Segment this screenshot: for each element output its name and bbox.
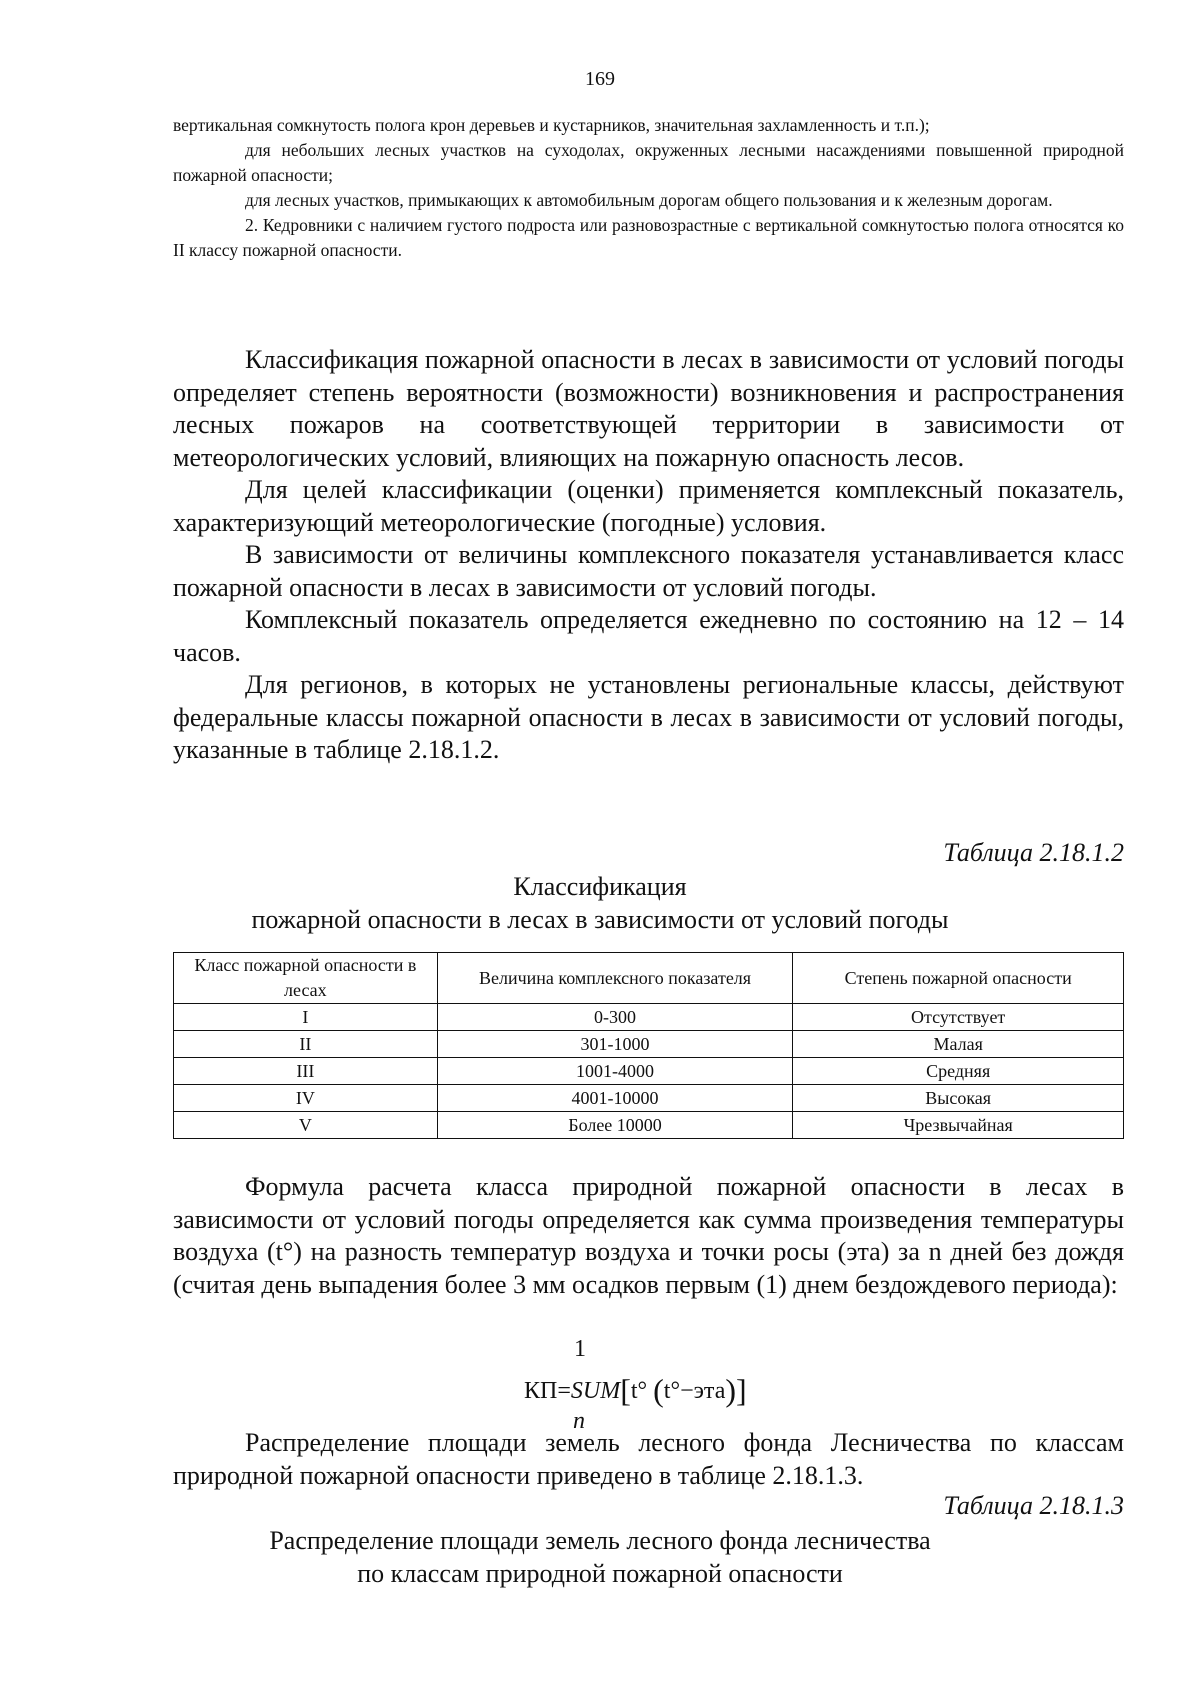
table-header-row [174,953,1124,1004]
table-title: Распределение площади земель лесного фонда лесничества [269,1526,931,1555]
table-cell: Чрезвычайная [793,1112,1124,1139]
table-header-cell: Степень пожарной опасности [793,953,1124,1004]
paragraph: Формула расчета класса природной пожарной опасности в лесах в зависимости от условий погоды определяется как сумма произведения температуры воздуха (t°) на разность температур воздуха и точки росы (эта) за n дней без дождя (считая день выпадения более 3 мм осадков первым (1) днем бездождевого периода): [173,1172,1124,1299]
formula-sum: SUM [570,1378,621,1404]
table-row [174,1085,1124,1112]
paragraph: Для регионов, в которых не установлены региональные классы, действуют федеральные классы пожарной опасности в лесах в зависимости от условий погоды, указанные в таблице 2.18.1.2. [173,670,1124,764]
table-cell: Малая [793,1031,1124,1058]
table-reference: Таблица 2.18.1.2 [943,838,1124,867]
page-number: 169 [585,68,615,90]
fragment-line: для небольших лесных участков на суходолах, окруженных лесными насаждениями повышенной природной пожарной опасности; [173,140,1124,185]
formula-upper-limit: 1 [574,1336,586,1362]
table-cell: 301-1000 [437,1031,793,1058]
table-cell: I [174,1004,438,1031]
formula-paren: ( [653,1372,664,1408]
table-cell: III [174,1058,438,1085]
paragraph: Распределение площади земель лесного фонда Лесничества по классам природной пожарной опасности приведено в таблице 2.18.1.3. [173,1428,1124,1490]
table-cell: II [174,1031,438,1058]
formula-text [173,1171,1124,1301]
table-row [174,1112,1124,1139]
formula [0,1336,1200,1436]
table-cell: IV [174,1085,438,1112]
table-subtitle: пожарной опасности в лесах в зависимости от условий погоды [251,905,949,934]
table-row [174,1004,1124,1031]
formula-lower-limit: n [573,1408,585,1434]
table-cell: V [174,1112,438,1139]
table-cell: Отсутствует [793,1004,1124,1031]
table-cell: Высокая [793,1085,1124,1112]
formula-paren: ) [725,1372,736,1408]
paragraph: В зависимости от величины комплексного показателя устанавливается класс пожарной опасности в лесах в зависимости от условий погоды. [173,540,1124,602]
table-reference: Таблица 2.18.1.3 [943,1491,1124,1520]
table-row [174,1058,1124,1085]
fire-danger-table [173,952,1124,1139]
distribution-text [173,1427,1124,1492]
formula-eta: эта [693,1378,726,1404]
table-subtitle: по классам природной пожарной опасности [357,1559,843,1588]
formula-bracket: ] [736,1372,747,1408]
table-cell: Средняя [793,1058,1124,1085]
table-header-cell: Класс пожарной опасности в лесах [174,953,438,1004]
table-cell: 4001-10000 [437,1085,793,1112]
top-fragment [173,113,1124,263]
formula-equals: = [557,1378,571,1404]
formula-minus: − [680,1378,694,1404]
paragraph: Классификация пожарной опасности в лесах в зависимости от условий погоды определяет степень вероятности (возможности) возникновения и распространения лесных пожаров на соответствующей территории в зависимости от метеорологических условий, влияющих на пожарную опасность лесов. [173,345,1124,472]
formula-lhs: КП [524,1378,558,1404]
table-title: Классификация [513,872,687,901]
fragment-note: 2. Кедровники с наличием густого подроста или разновозрастные с вертикальной сомкнутостью полога относятся ко II классу пожарной опасности. [173,215,1124,260]
table-cell: 1001-4000 [437,1058,793,1085]
body-text [173,344,1124,767]
fragment-line: для лесных участков, примыкающих к автомобильным дорогам общего пользования и к железным дорогам. [245,190,1053,210]
table-row [174,1031,1124,1058]
paragraph: Для целей классификации (оценки) применяется комплексный показатель, характеризующий метеорологические (погодные) условия. [173,475,1124,537]
table-cell: 0-300 [437,1004,793,1031]
paragraph: Комплексный показатель определяется ежедневно по состоянию на 12 – 14 часов. [173,605,1124,667]
formula-temperature: t° [630,1378,648,1404]
table-header-cell: Величина комплексного показателя [437,953,793,1004]
fragment-line: вертикальная сомкнутость полога крон деревьев и кустарников, значительная захламленность и т.п.); [173,115,930,135]
formula-bracket: [ [620,1372,631,1408]
formula-temperature: t° [663,1378,681,1404]
formula-expression [524,1372,747,1409]
table-cell: Более 10000 [437,1112,793,1139]
